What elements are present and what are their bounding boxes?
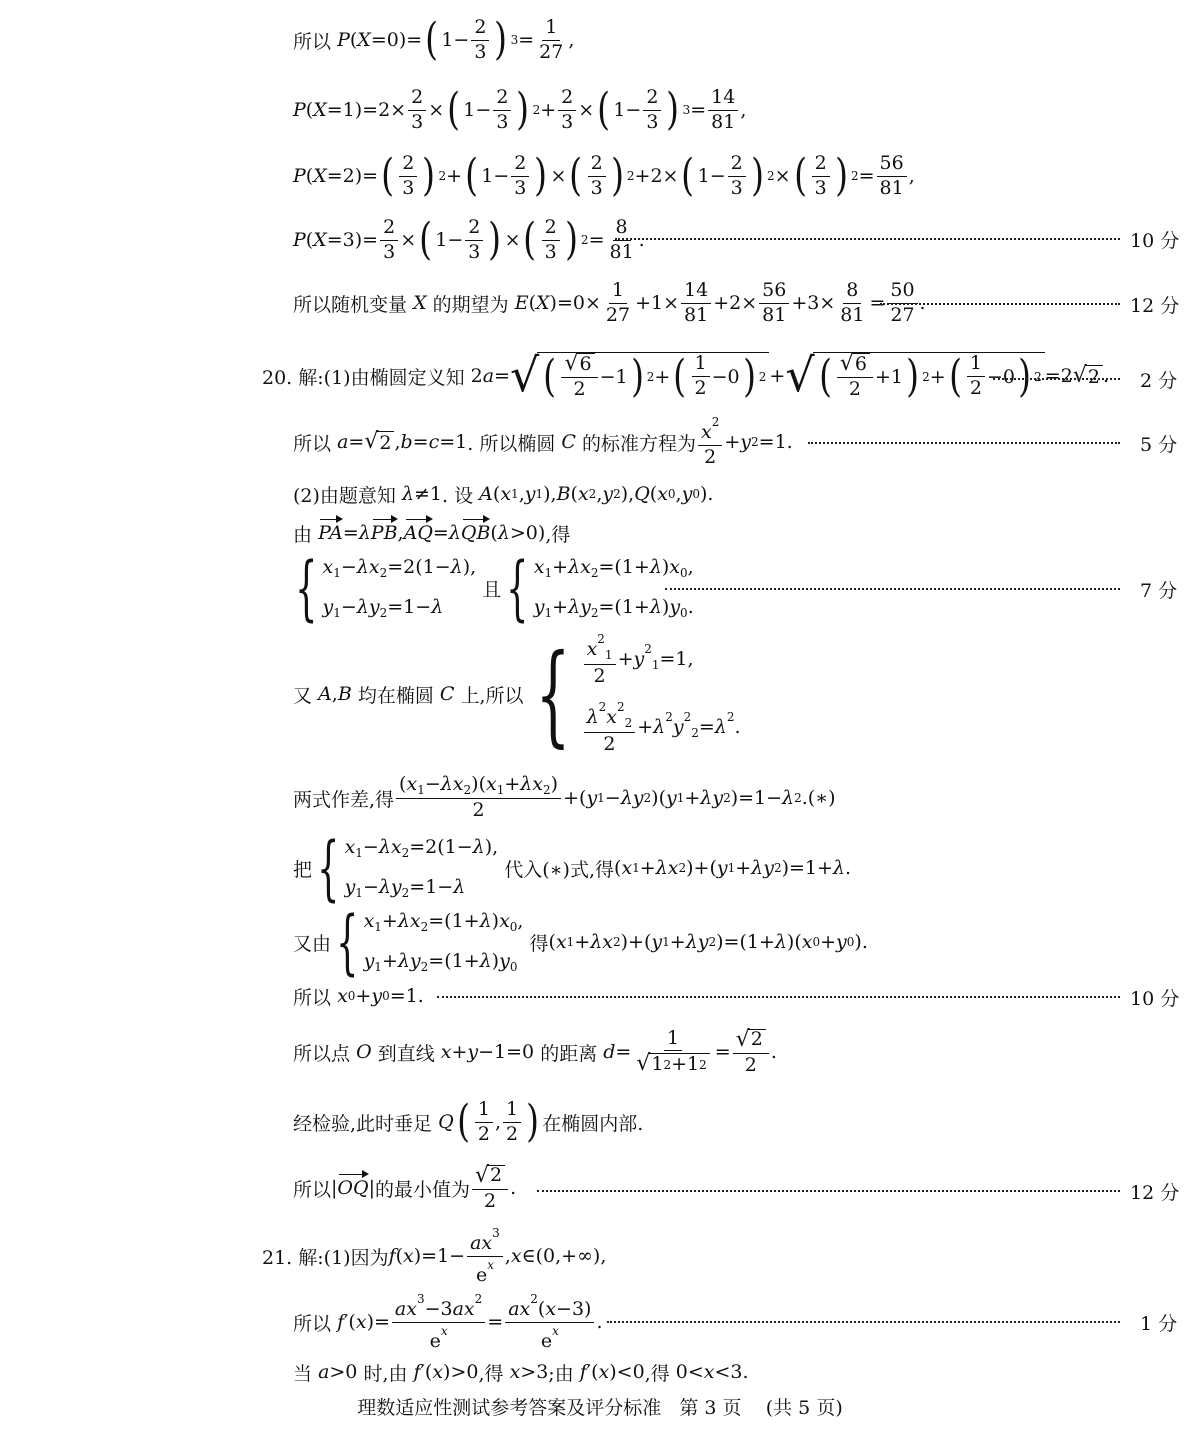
score-leader-dots bbox=[880, 303, 1120, 305]
line-px2: P ( X =2)= ( 2 3 ) 2 + ( 1− 2 3 ) × ( 2 3 ) 2 +2× ( 1− 2 3 ) 2 × ( 2 3 ) 2 = 56 81 , bbox=[293, 150, 915, 201]
q20-minimum: 所以 | OQ | 的最小值为 √ 2 2 . bbox=[293, 1162, 517, 1212]
score-leader-dots bbox=[615, 238, 1120, 240]
line-px0-prefix: 所以 bbox=[293, 30, 332, 53]
line-px1: P ( X =1)=2× 2 3 × ( 1− 2 3 ) 2 + 2 3 × ( 1− 2 3 ) 3 = 14 81 , bbox=[293, 84, 747, 135]
footer-page: 第 3 页 bbox=[679, 1397, 742, 1419]
score-leader-dots bbox=[665, 588, 1120, 590]
q20-sum: 所以 x 0 + y 0 =1. bbox=[293, 985, 424, 1009]
score-leader-dots bbox=[437, 996, 1120, 998]
q21-case: 当 a >0 时,由 f ′( x )>0 ,得 x >3 ;由 f ′( x )<0 ,得 0< x <3. bbox=[293, 1361, 749, 1385]
score-leader-dots bbox=[607, 1321, 1120, 1323]
line-px3: P ( X =3)= 2 3 × ( 1− 2 3 ) × ( 2 3 ) 2 = 8 81 . bbox=[293, 214, 645, 265]
q20-standard-equation: 所以 a = √ 2 , b = c =1 . 所以椭圆 C 的标准方程为 $x^2$ 2 + y 2 =1. bbox=[293, 415, 793, 468]
q21-derivative: 所以 f ′( x )= $ax^3-3ax^2$ $e^x$ = $ax^2(x-3)$ $e^x$ . bbox=[293, 1291, 603, 1352]
score-leader-dots bbox=[537, 1190, 1120, 1192]
q20-again: 又由 { $x_1+\lambda x_2=(1+\lambda)x_0$, $y_1+\lambda y_2=(1+\lambda)y_0$ 得 ( x 1 + λx 2 )+( y 1 + λy 2 )=(1+ λ )( x 0 + y 0 ). bbox=[293, 901, 868, 983]
q20-vector-relation: 由 PA = λ PB , AQ = λ QB ( λ >0) ,得 bbox=[293, 522, 571, 546]
q20-substitute: 把 { $x_1-\lambda x_2=2(1-\lambda)$, $y_1-\lambda y_2=1-\lambda$ 代入(∗)式,得 ( x 1 + λx 2 )+( y 1 + λy 2 )=1+ λ . bbox=[293, 827, 852, 909]
score-label: 1 分 bbox=[1140, 1313, 1178, 1335]
score-label: 7 分 bbox=[1140, 580, 1178, 602]
footer-title: 理数适应性测试参考答案及评分标准 bbox=[357, 1397, 662, 1419]
score-label: 10 分 bbox=[1130, 230, 1180, 252]
score-leader-dots bbox=[808, 442, 1120, 444]
footer-total: (共 5 页) bbox=[765, 1397, 843, 1419]
score-label: 2 分 bbox=[1140, 370, 1178, 392]
line-px0: 所以 P ( X =0)= ( 1− 2 3 ) 3 = 1 27 , bbox=[293, 14, 575, 65]
score-label: 5 分 bbox=[1140, 434, 1178, 456]
score-label: 10 分 bbox=[1130, 988, 1180, 1010]
line-expectation: 所以随机变量 X 的期望为 E ( X )=0× 1 27 +1× 14 81 +2× 56 81 +3× 8 81 = 50 27 . bbox=[293, 278, 926, 326]
q20-on-ellipse: 又 A , B 均在椭圆 C 上,所以 { $\frac{x^2_1}{2}$ $+y^2_1=1$, $\frac{\lambda^2x^2_2}{2}$ $+\lambda^2y^2_2=\lambda^2$. bbox=[293, 630, 741, 758]
q20-system: { $x_1-\lambda x_2=2(1-\lambda)$, $y_1-\lambda y_2=1-\lambda$ 且 { $x_1+\lambda x_2=(1+\lambda)x_0$, $y_1+\lambda y_2=(1+\lambda)y_0$. bbox=[295, 547, 694, 629]
score-label: 12 分 bbox=[1130, 1182, 1180, 1204]
score-leader-dots bbox=[993, 378, 1120, 380]
q20-difference: 两式作差,得 $(x_1-\lambda x_2)(x_1+\lambda x_2)$ 2 +( y 1 − λy 2 )( y 1 + λy 2 )=1− λ 2 .(∗) bbox=[293, 772, 836, 822]
score-label: 12 分 bbox=[1130, 295, 1180, 317]
q20-part2-setup: (2)由题意知 λ ≠1 . 设 A ( x 1 , y 1 ), B ( x 2 , y 2 ), Q ( x 0 , y 0 ). bbox=[293, 483, 714, 507]
q20-definition: 20. 解:(1)由椭圆定义知 2 a = √ ( √ 6 2 −1 ) 2 + ( 1 2 −0 ) 2 + √ ( √ 6 2 +1 ) 2 + ( 1 2 −0 ) 2 =2 √ 2 . bbox=[262, 348, 1109, 403]
q21-function: 21. 解:(1)因为 f ( x )=1− $ax^3$ $e^x$ , x ∈(0,+∞), bbox=[262, 1225, 607, 1286]
q20-check: 经检验,此时垂足 Q ( 1 2 , 1 2 ) 在椭圆内部. bbox=[293, 1096, 644, 1147]
page-footer bbox=[0, 1393, 1200, 1420]
q20-distance: 所以点 O 到直线 x + y −1=0 的距离 d = 1 √ 1 2 +1 2 = √ 2 2 . bbox=[293, 1026, 777, 1077]
